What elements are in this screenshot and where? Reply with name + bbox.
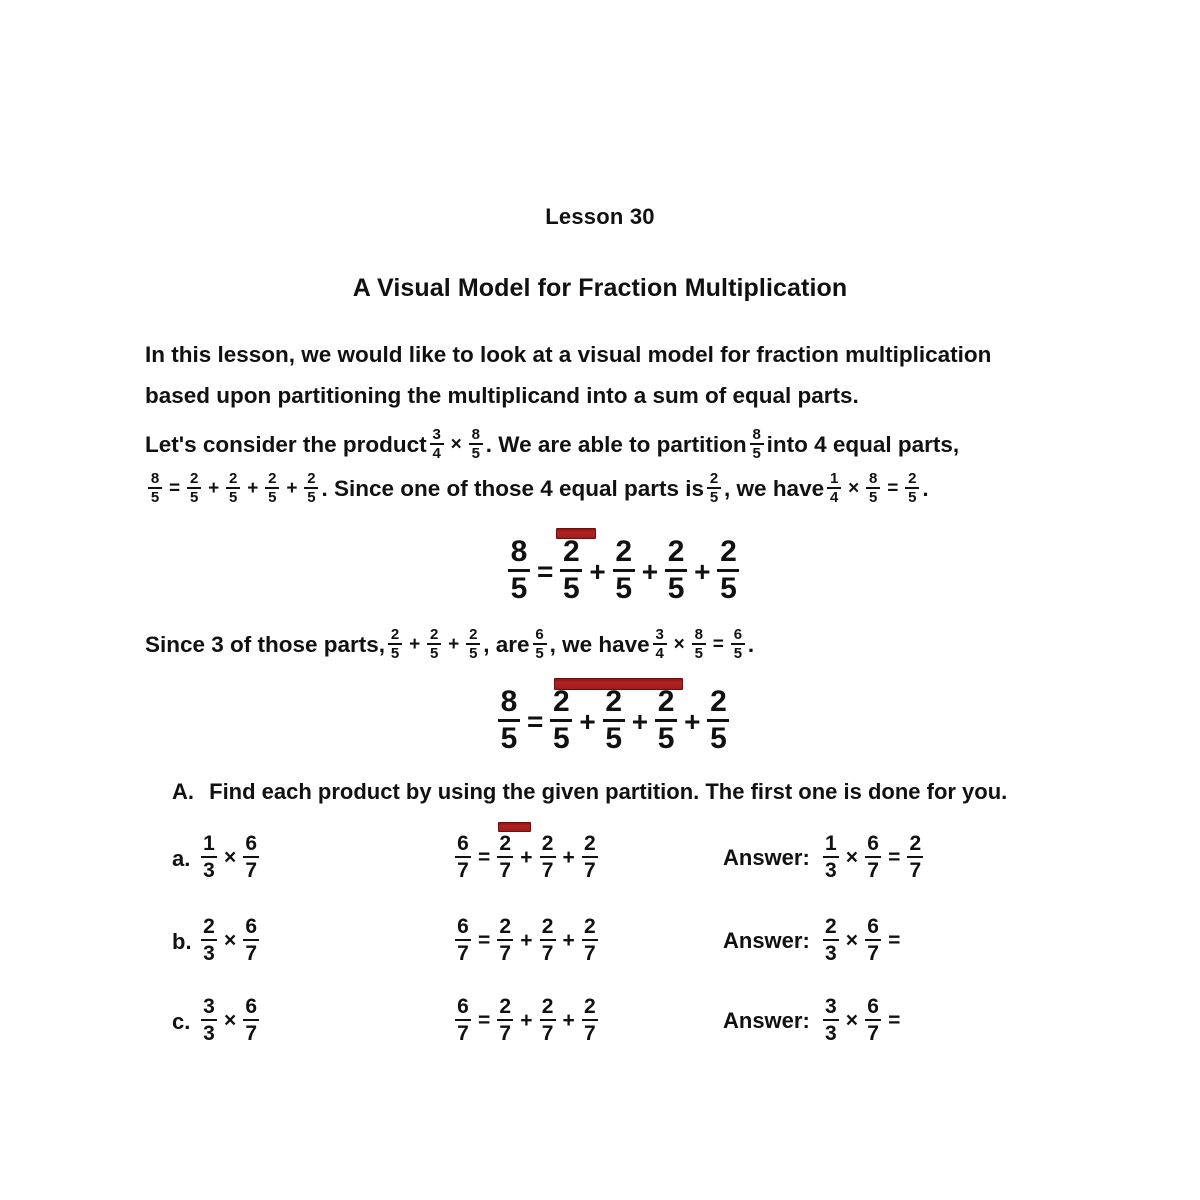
equals-operator: = — [888, 1008, 901, 1032]
multiplication-operator: × — [224, 1008, 237, 1032]
fraction-3-4 — [430, 427, 444, 461]
paragraph-1-segment-1: Let's consider the product — [145, 432, 427, 457]
fraction-term — [582, 916, 598, 964]
fraction-2-5 — [905, 471, 919, 505]
fraction-3-3 — [201, 996, 217, 1044]
equals-operator: = — [537, 555, 554, 587]
plus-operator: + — [579, 705, 596, 737]
paragraph-1 — [145, 428, 959, 462]
fraction-8-5 — [508, 537, 530, 604]
fraction-term — [497, 833, 513, 881]
fraction-denominator: 7 — [499, 1021, 512, 1045]
fraction-denominator: 7 — [909, 858, 922, 882]
fraction-2-5 — [388, 627, 402, 661]
fraction-bar — [865, 939, 881, 942]
fraction-3-3 — [823, 996, 839, 1044]
paragraph-3 — [145, 628, 754, 662]
fraction-denominator: 7 — [583, 1021, 596, 1045]
fraction-denominator: 5 — [710, 722, 727, 755]
fraction-numerator: 2 — [583, 915, 596, 938]
fraction-bar — [540, 939, 556, 942]
fraction-denominator: 5 — [908, 489, 917, 506]
fraction-numerator: 8 — [500, 685, 518, 718]
equals-operator: = — [888, 928, 901, 952]
exercise-partition — [452, 834, 601, 882]
fraction-numerator: 6 — [535, 626, 544, 643]
exercise-answer — [723, 997, 926, 1045]
fraction-6-7 — [455, 996, 471, 1044]
fraction-denominator: 7 — [541, 941, 554, 965]
fraction-denominator: 5 — [150, 489, 160, 506]
fraction-numerator: 6 — [457, 832, 469, 855]
fraction-denominator: 5 — [510, 572, 528, 605]
paragraph-2-segment-2: , we have — [724, 476, 825, 501]
equals-operator: = — [478, 1008, 491, 1032]
fraction-term — [550, 687, 572, 754]
fraction-bar — [540, 1019, 556, 1022]
paragraph-3-segment-1: Since 3 of those parts, — [145, 632, 386, 657]
fraction-numerator: 6 — [733, 626, 743, 643]
fraction-denominator: 3 — [824, 1021, 837, 1045]
plus-operator: + — [247, 478, 259, 499]
fraction-denominator: 5 — [535, 645, 544, 662]
fraction-numerator: 3 — [655, 626, 664, 643]
plus-operator: + — [562, 1008, 575, 1032]
fraction-bar — [497, 856, 513, 859]
paragraph-1-segment-3: into 4 equal parts, — [766, 432, 960, 457]
exercise-partition — [452, 997, 601, 1045]
multiplication-operator: × — [845, 928, 859, 952]
fraction-denominator: 3 — [824, 858, 837, 882]
fraction-denominator: 7 — [583, 941, 596, 965]
fraction-denominator: 7 — [867, 941, 879, 965]
fraction-denominator: 7 — [867, 858, 879, 882]
fraction-denominator: 5 — [500, 722, 518, 755]
fraction-8-5 — [750, 427, 764, 461]
fraction-bar — [243, 939, 259, 942]
fraction-bar — [201, 856, 217, 859]
fraction-bar — [497, 1019, 513, 1022]
fraction-bar — [823, 1019, 839, 1022]
fraction-6-7 — [865, 833, 881, 881]
fraction-8-5 — [692, 627, 706, 661]
fraction-numerator: 2 — [541, 995, 554, 1018]
equals-operator: = — [887, 478, 899, 499]
exercise-partition — [452, 917, 601, 965]
fraction-bar — [823, 856, 839, 859]
fraction-numerator: 6 — [457, 915, 469, 938]
multiplication-operator: × — [673, 634, 685, 655]
fraction-numerator: 2 — [229, 470, 238, 487]
exercise-problem — [198, 997, 262, 1045]
fraction-bar — [540, 856, 556, 859]
fraction-numerator: 2 — [583, 995, 596, 1018]
fraction-2-5 — [187, 471, 201, 505]
fraction-denominator: 7 — [583, 858, 596, 882]
fraction-term — [560, 537, 582, 604]
fraction-numerator: 6 — [245, 995, 258, 1018]
exercise-label: b. — [172, 929, 192, 954]
fraction-8-5 — [866, 471, 880, 505]
fraction-term — [497, 916, 513, 964]
paragraph-3-segment-4: . — [747, 632, 755, 657]
fraction-denominator: 3 — [203, 941, 215, 965]
plus-operator: + — [520, 845, 533, 869]
fraction-numerator: 2 — [499, 832, 512, 855]
fraction-denominator: 5 — [189, 489, 199, 506]
fraction-bar — [865, 856, 881, 859]
plus-operator: + — [409, 634, 421, 655]
fraction-2-5 — [265, 471, 279, 505]
fraction-term — [540, 996, 556, 1044]
fraction-numerator: 8 — [150, 470, 160, 487]
fraction-2-5 — [304, 471, 318, 505]
fraction-3-4 — [653, 627, 667, 661]
fraction-numerator: 2 — [908, 470, 917, 487]
fraction-numerator: 2 — [307, 470, 316, 487]
fraction-numerator: 2 — [909, 832, 922, 855]
fraction-denominator: 5 — [615, 572, 633, 605]
plus-operator: + — [448, 634, 460, 655]
fraction-bar — [243, 1019, 259, 1022]
fraction-numerator: 2 — [583, 832, 596, 855]
fraction-term — [582, 996, 598, 1044]
fraction-denominator: 3 — [203, 1021, 215, 1045]
fraction-numerator: 2 — [430, 626, 439, 643]
plus-operator: + — [589, 555, 606, 587]
fraction-bar — [865, 1019, 881, 1022]
display-equation-2 — [495, 685, 732, 755]
exercise-row-a — [0, 832, 1200, 894]
exercise-problem — [198, 917, 262, 965]
plus-operator: + — [286, 478, 298, 499]
fraction-1-3 — [201, 833, 217, 881]
paragraph-2 — [145, 472, 929, 506]
fraction-numerator: 3 — [432, 426, 441, 443]
fraction-denominator: 5 — [563, 572, 580, 605]
fraction-bar — [582, 856, 598, 859]
fraction-numerator: 2 — [824, 915, 837, 938]
fraction-term — [582, 833, 598, 881]
fraction-numerator: 2 — [268, 470, 277, 487]
plus-operator: + — [694, 555, 711, 587]
section-a-letter: A. — [172, 779, 194, 804]
fraction-numerator: 3 — [203, 995, 215, 1018]
section-a-instruction — [172, 779, 1007, 805]
fraction-numerator: 6 — [867, 832, 879, 855]
plus-operator: + — [562, 845, 575, 869]
fraction-numerator: 1 — [824, 832, 837, 855]
fraction-bar — [243, 856, 259, 859]
fraction-numerator: 6 — [867, 915, 879, 938]
equals-operator: = — [888, 845, 901, 869]
fraction-numerator: 2 — [605, 685, 623, 718]
fraction-2-3 — [201, 916, 217, 964]
fraction-numerator: 2 — [667, 535, 685, 568]
fraction-numerator: 6 — [457, 995, 469, 1018]
equals-operator: = — [478, 845, 491, 869]
fraction-6-7 — [865, 916, 881, 964]
fraction-denominator: 7 — [245, 1021, 258, 1045]
fraction-bar — [582, 1019, 598, 1022]
fraction-term — [540, 833, 556, 881]
fraction-denominator: 5 — [869, 489, 878, 506]
fraction-numerator: 2 — [541, 832, 554, 855]
answer-label: Answer: — [723, 1007, 810, 1033]
equals-operator: = — [527, 705, 544, 737]
multiplication-operator: × — [224, 845, 237, 869]
fraction-denominator: 3 — [203, 858, 215, 882]
fraction-denominator: 5 — [667, 572, 685, 605]
exercise-answer — [723, 834, 926, 882]
fraction-denominator: 3 — [824, 941, 837, 965]
fraction-numerator: 2 — [563, 535, 580, 568]
display-equation-1 — [505, 535, 742, 605]
paragraph-1-segment-2: . We are able to partition — [485, 432, 747, 457]
fraction-8-5 — [148, 471, 162, 505]
fraction-denominator: 4 — [655, 645, 664, 662]
fraction-term — [717, 537, 739, 604]
fraction-6-7 — [243, 916, 259, 964]
exercise-label: c. — [172, 1009, 191, 1034]
fraction-denominator: 5 — [605, 722, 623, 755]
fraction-numerator: 8 — [752, 426, 761, 443]
page-title: A Visual Model for Fraction Multiplication — [352, 274, 848, 302]
fraction-numerator: 2 — [469, 626, 478, 643]
fraction-numerator: 8 — [694, 626, 703, 643]
fraction-denominator: 7 — [499, 941, 512, 965]
fraction-2-5 — [466, 627, 480, 661]
fraction-numerator: 1 — [829, 470, 839, 487]
partition-highlight-bar-3 — [498, 822, 531, 832]
plus-operator: + — [520, 928, 533, 952]
fraction-numerator: 2 — [615, 535, 633, 568]
fraction-bar — [907, 856, 923, 859]
paragraph-2-segment-3: . — [922, 476, 929, 501]
fraction-denominator: 5 — [752, 445, 761, 462]
fraction-numerator: 3 — [824, 995, 837, 1018]
paragraph-3-segment-2: , are — [483, 632, 530, 657]
multiplication-operator: × — [845, 1008, 859, 1032]
fraction-numerator: 2 — [541, 915, 554, 938]
fraction-numerator: 2 — [553, 685, 570, 718]
answer-label: Answer: — [723, 927, 810, 953]
fraction-denominator: 5 — [720, 572, 737, 605]
paragraph-2-segment-1: . Since one of those 4 equal parts is — [321, 476, 705, 501]
fraction-denominator: 7 — [457, 941, 469, 965]
fraction-bar — [823, 939, 839, 942]
answer-result-fraction[interactable] — [907, 833, 923, 881]
exercise-row-c — [0, 995, 1200, 1057]
fraction-numerator: 6 — [245, 832, 258, 855]
fraction-denominator: 5 — [307, 489, 316, 506]
plus-operator: + — [641, 555, 659, 587]
exercise-row-b — [0, 915, 1200, 977]
fraction-term — [497, 996, 513, 1044]
fraction-bar — [582, 939, 598, 942]
fraction-denominator: 4 — [432, 445, 441, 462]
fraction-denominator: 5 — [268, 489, 277, 506]
fraction-numerator: 8 — [471, 426, 480, 443]
fraction-numerator: 2 — [189, 470, 199, 487]
fraction-2-5 — [226, 471, 240, 505]
fraction-2-3 — [823, 916, 839, 964]
fraction-denominator: 7 — [245, 858, 258, 882]
fraction-numerator: 2 — [710, 685, 727, 718]
plus-operator: + — [208, 478, 220, 499]
multiplication-operator: × — [848, 478, 860, 499]
fraction-2-5 — [707, 471, 721, 505]
fraction-denominator: 5 — [709, 489, 719, 506]
equals-operator: = — [169, 478, 181, 499]
fraction-bar — [455, 1019, 471, 1022]
fraction-bar — [201, 939, 217, 942]
lesson-number: Lesson 30 — [545, 204, 655, 229]
intro-paragraph: In this lesson, we would like to look at a visual model for fraction multiplication based upon partitioning the multiplicand into a sum of equal parts. — [145, 342, 992, 408]
fraction-numerator: 8 — [510, 535, 528, 568]
fraction-denominator: 5 — [229, 489, 238, 506]
multiplication-operator: × — [450, 434, 462, 455]
fraction-denominator: 7 — [457, 1021, 469, 1045]
fraction-denominator: 4 — [829, 489, 839, 506]
fraction-6-7 — [455, 833, 471, 881]
fraction-6-7 — [243, 833, 259, 881]
fraction-numerator: 8 — [869, 470, 878, 487]
plus-operator: + — [631, 705, 649, 737]
answer-label: Answer: — [723, 844, 810, 870]
fraction-bar — [201, 1019, 217, 1022]
plus-operator: + — [684, 705, 701, 737]
fraction-term — [540, 916, 556, 964]
fraction-denominator: 7 — [541, 858, 554, 882]
fraction-6-5 — [731, 627, 745, 661]
equals-operator: = — [712, 634, 724, 655]
plus-operator: + — [562, 928, 575, 952]
section-a-text: Find each product by using the given partition. The first one is done for you. — [209, 779, 1008, 804]
fraction-numerator: 2 — [499, 995, 512, 1018]
fraction-6-7 — [455, 916, 471, 964]
fraction-1-4 — [827, 471, 841, 505]
fraction-numerator: 1 — [203, 832, 215, 855]
fraction-denominator: 7 — [541, 1021, 554, 1045]
fraction-denominator: 5 — [733, 645, 743, 662]
fraction-denominator: 5 — [657, 722, 675, 755]
fraction-denominator: 7 — [499, 858, 512, 882]
fraction-6-7 — [243, 996, 259, 1044]
fraction-denominator: 5 — [430, 645, 439, 662]
multiplication-operator: × — [845, 845, 859, 869]
fraction-denominator: 5 — [553, 722, 570, 755]
fraction-bar — [497, 939, 513, 942]
fraction-denominator: 7 — [867, 1021, 879, 1045]
equals-operator: = — [478, 928, 491, 952]
fraction-6-5 — [533, 627, 547, 661]
fraction-denominator: 5 — [694, 645, 703, 662]
fraction-numerator: 6 — [867, 995, 879, 1018]
fraction-denominator: 7 — [457, 858, 469, 882]
fraction-numerator: 2 — [709, 470, 719, 487]
exercise-label: a. — [172, 846, 191, 871]
fraction-6-7 — [865, 996, 881, 1044]
fraction-numerator: 2 — [203, 915, 215, 938]
fraction-denominator: 7 — [245, 941, 258, 965]
fraction-2-5 — [427, 627, 441, 661]
fraction-8-5 — [469, 427, 483, 461]
fraction-numerator: 2 — [390, 626, 400, 643]
plus-operator: + — [520, 1008, 533, 1032]
fraction-term — [655, 687, 677, 754]
paragraph-3-segment-3: , we have — [549, 632, 650, 657]
fraction-term — [707, 687, 729, 754]
fraction-term — [603, 687, 625, 754]
multiplication-operator: × — [224, 928, 237, 952]
fraction-denominator: 5 — [471, 445, 480, 462]
fraction-term — [613, 537, 635, 604]
fraction-8-5 — [498, 687, 520, 754]
fraction-numerator: 2 — [720, 535, 737, 568]
fraction-numerator: 2 — [499, 915, 512, 938]
fraction-denominator: 5 — [390, 645, 400, 662]
fraction-bar — [455, 939, 471, 942]
exercise-problem — [198, 834, 262, 882]
fraction-denominator: 5 — [469, 645, 478, 662]
fraction-1-3 — [823, 833, 839, 881]
exercise-answer — [723, 917, 926, 965]
fraction-numerator: 6 — [245, 915, 258, 938]
fraction-bar — [455, 856, 471, 859]
fraction-numerator: 2 — [657, 685, 675, 718]
fraction-term — [665, 537, 687, 604]
